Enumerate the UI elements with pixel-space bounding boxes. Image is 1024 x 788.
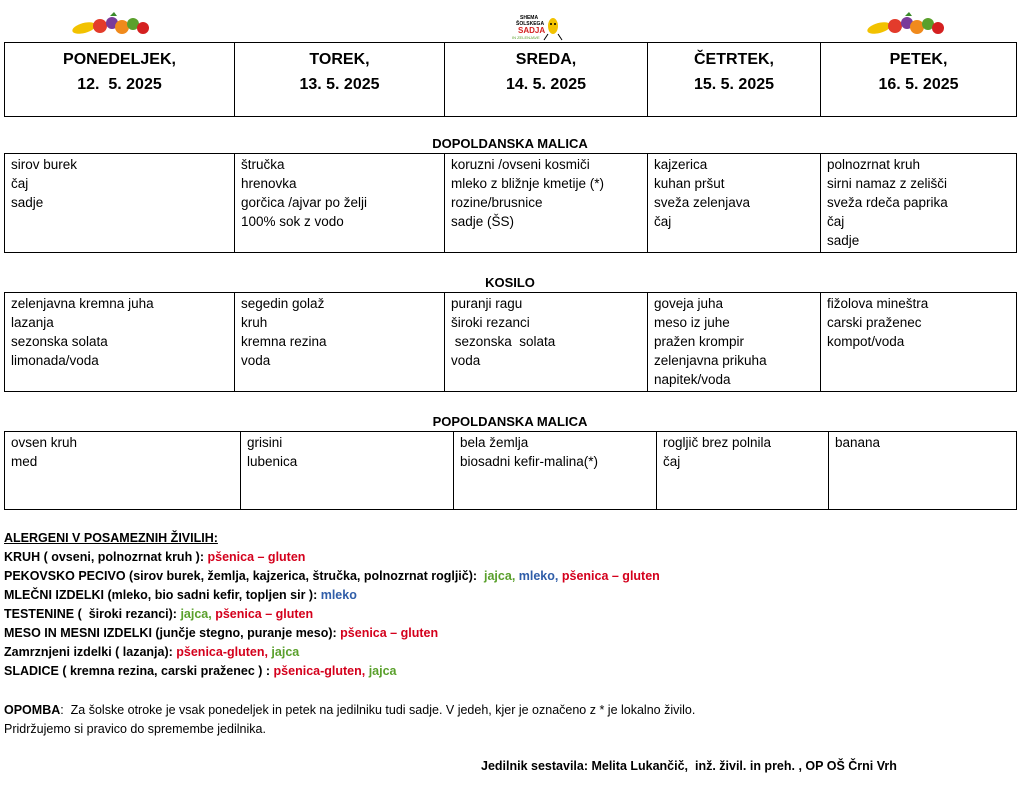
menu-cell — [821, 293, 1017, 392]
day-date: 15. 5. 2025 — [693, 76, 775, 93]
allergen-value: jajca — [368, 664, 397, 678]
menu-item: čaj — [663, 454, 681, 469]
allergen-label: SLADICE ( kremna rezina, carski praženec ) : — [4, 664, 274, 678]
menu-item: limonada/voda — [11, 353, 99, 368]
menu-item: polnozrnat kruh — [827, 157, 921, 172]
day-tuesday — [235, 43, 445, 117]
menu-item: štručka — [241, 157, 285, 172]
menu-cell — [648, 154, 821, 253]
menu-cell — [821, 154, 1017, 253]
section-title-morning-snack: DOPOLDANSKA MALICA — [432, 136, 588, 151]
allergen-line — [4, 605, 660, 624]
day-monday — [5, 43, 235, 117]
menu-item: grisini — [247, 435, 283, 450]
allergen-label: PEKOVSKO PECIVO (sirov burek, žemlja, kajzerica, štručka, polnozrnat rogljič): — [4, 569, 484, 583]
menu-item: čaj — [827, 214, 845, 229]
day-date: 16. 5. 2025 — [878, 76, 959, 93]
menu-item: čaj — [654, 214, 672, 229]
menu-cell — [5, 293, 235, 392]
menu-cell — [235, 154, 445, 253]
menu-item: široki rezanci — [451, 315, 530, 330]
table-row — [5, 432, 1017, 510]
allergen-value: jajca — [271, 645, 300, 659]
menu-author-signature: Jedilnik sestavila: Melita Lukančič, inž. živil. in preh. , OP OŠ Črni Vrh — [481, 759, 897, 773]
allergen-value: mleko — [518, 569, 555, 583]
menu-item: kajzerica — [654, 157, 708, 172]
day-name: PETEK, — [889, 51, 948, 68]
fruit-basket-logo-left — [70, 10, 155, 40]
menu-item: banana — [835, 435, 881, 450]
menu-item: rogljič brez polnila — [663, 435, 772, 450]
menu-cell — [241, 432, 454, 510]
menu-item: rozine/brusnice — [451, 195, 543, 210]
menu-item: sirov burek — [11, 157, 78, 172]
menu-item: ovsen kruh — [11, 435, 78, 450]
day-friday — [821, 43, 1017, 117]
allergens-heading: ALERGENI V POSAMEZNIH ŽIVILIH: — [4, 531, 218, 545]
day-name: PONEDELJEK, — [63, 51, 176, 68]
afternoon-snack-table — [4, 431, 1017, 510]
menu-item: zelenjavna kremna juha — [11, 296, 154, 311]
menu-item: segedin golaž — [241, 296, 325, 311]
menu-item: carski praženec — [827, 315, 922, 330]
menu-item: kremna rezina — [241, 334, 327, 349]
menu-item: voda — [451, 353, 481, 368]
logo-line-2: ŠOLSKEGA — [516, 21, 545, 27]
menu-item: puranji ragu — [451, 296, 523, 311]
note-block — [4, 701, 695, 739]
allergen-value: pšenica-gluten, — [273, 664, 369, 678]
allergen-line — [4, 586, 660, 605]
menu-cell — [829, 432, 1017, 510]
morning-snack-table — [4, 153, 1017, 253]
day-name: SREDA, — [515, 51, 577, 68]
allergen-value: jajca — [484, 569, 512, 583]
allergen-value: pšenica-gluten, — [176, 645, 272, 659]
menu-item: voda — [241, 353, 271, 368]
menu-cell — [235, 293, 445, 392]
section-title-afternoon-snack: POPOLDANSKA MALICA — [432, 414, 588, 429]
menu-cell — [454, 432, 657, 510]
menu-item: kruh — [241, 315, 268, 330]
menu-cell — [5, 432, 241, 510]
menu-item: med — [11, 454, 38, 469]
allergen-label: MLEČNI IZDELKI (mleko, bio sadni kefir, topljen sir ): — [4, 588, 321, 602]
menu-item: sezonska solata — [11, 334, 108, 349]
menu-cell — [648, 293, 821, 392]
menu-item: bela žemlja — [460, 435, 529, 450]
menu-item: sirni namaz z zelišči — [827, 176, 948, 191]
allergen-line — [4, 662, 660, 681]
note-text: : Za šolske otroke je vsak ponedeljek in petek na jedilniku tudi sadje. V jedeh, kjer je označeno z * je lokalno živilo. — [60, 703, 696, 717]
day-date: 14. 5. 2025 — [505, 76, 587, 93]
allergen-line — [4, 624, 660, 643]
menu-item: čaj — [11, 176, 29, 191]
note-label: OPOMBA — [4, 703, 61, 717]
table-row — [5, 293, 1017, 392]
menu-item: napitek/voda — [654, 372, 731, 387]
fruit-basket-logo-right — [865, 10, 950, 40]
allergen-label: KRUH ( ovseni, polnozrnat kruh ): — [4, 550, 208, 564]
menu-item: sezonska solata — [451, 334, 556, 349]
menu-item: fižolova mineštra — [827, 296, 929, 311]
days-header-table — [4, 42, 1017, 117]
day-wednesday — [445, 43, 648, 117]
menu-item: goveja juha — [654, 296, 724, 311]
allergen-value: pšenica – gluten — [340, 626, 439, 640]
lunch-table — [4, 292, 1017, 392]
day-thursday — [648, 43, 821, 117]
menu-item: mleko z bližnje kmetije (*) — [451, 176, 605, 191]
allergen-label: TESTENINE ( široki rezanci): — [4, 607, 181, 621]
school-fruit-scheme-logo — [508, 12, 568, 42]
allergen-separator: , — [511, 569, 519, 583]
allergen-separator: , — [554, 569, 562, 583]
menu-item: sadje (ŠS) — [451, 214, 515, 229]
allergen-line — [4, 643, 660, 662]
menu-item: kompot/voda — [827, 334, 905, 349]
menu-item: hrenovka — [241, 176, 297, 191]
menu-cell — [445, 154, 648, 253]
note-line-2: Pridržujemo si pravico do spremembe jedilnika. — [4, 722, 266, 736]
menu-cell — [445, 293, 648, 392]
menu-item: kuhan pršut — [654, 176, 725, 191]
allergen-value: mleko — [320, 588, 357, 602]
menu-item: meso iz juhe — [654, 315, 730, 330]
allergen-value: pšenica – gluten — [215, 607, 314, 621]
note-line-1 — [4, 701, 695, 720]
day-name: ČETRTEK, — [694, 51, 774, 68]
table-row — [5, 154, 1017, 253]
allergen-line — [4, 567, 660, 586]
menu-item: sveža zelenjava — [654, 195, 751, 210]
menu-cell — [5, 154, 235, 253]
menu-item: sadje — [11, 195, 44, 210]
menu-item: zelenjavna prikuha — [654, 353, 767, 368]
allergens-block — [4, 529, 660, 681]
allergen-value: jajca, — [180, 607, 216, 621]
menu-item: sveža rdeča paprika — [827, 195, 948, 210]
logo-line-3: SADJA — [518, 26, 546, 35]
menu-item: lazanja — [11, 315, 54, 330]
day-date: 12. 5. 2025 — [77, 76, 162, 93]
allergen-label: Zamrznjeni izdelki ( lazanja): — [4, 645, 177, 659]
menu-item: pražen krompir — [654, 334, 745, 349]
menu-item: sadje — [827, 233, 860, 248]
menu-item: biosadni kefir-malina(*) — [460, 454, 599, 469]
logo-line-4: IN ZELENJAVE — [512, 35, 540, 40]
allergen-value: pšenica – gluten — [561, 569, 660, 583]
menu-item: lubenica — [247, 454, 298, 469]
day-name: TOREK, — [309, 51, 370, 68]
menu-cell — [657, 432, 829, 510]
section-title-lunch: KOSILO — [485, 275, 535, 290]
allergen-line — [4, 548, 660, 567]
menu-item: koruzni /ovseni kosmiči — [451, 157, 590, 172]
menu-item: 100% sok z vodo — [241, 214, 344, 229]
day-date: 13. 5. 2025 — [299, 76, 380, 93]
logo-line-1: SHEMA — [520, 15, 539, 21]
menu-item: gorčica /ajvar po želji — [241, 195, 368, 210]
allergen-label: MESO IN MESNI IZDELKI (junčje stegno, puranje meso): — [4, 626, 341, 640]
allergen-value: pšenica – gluten — [207, 550, 306, 564]
